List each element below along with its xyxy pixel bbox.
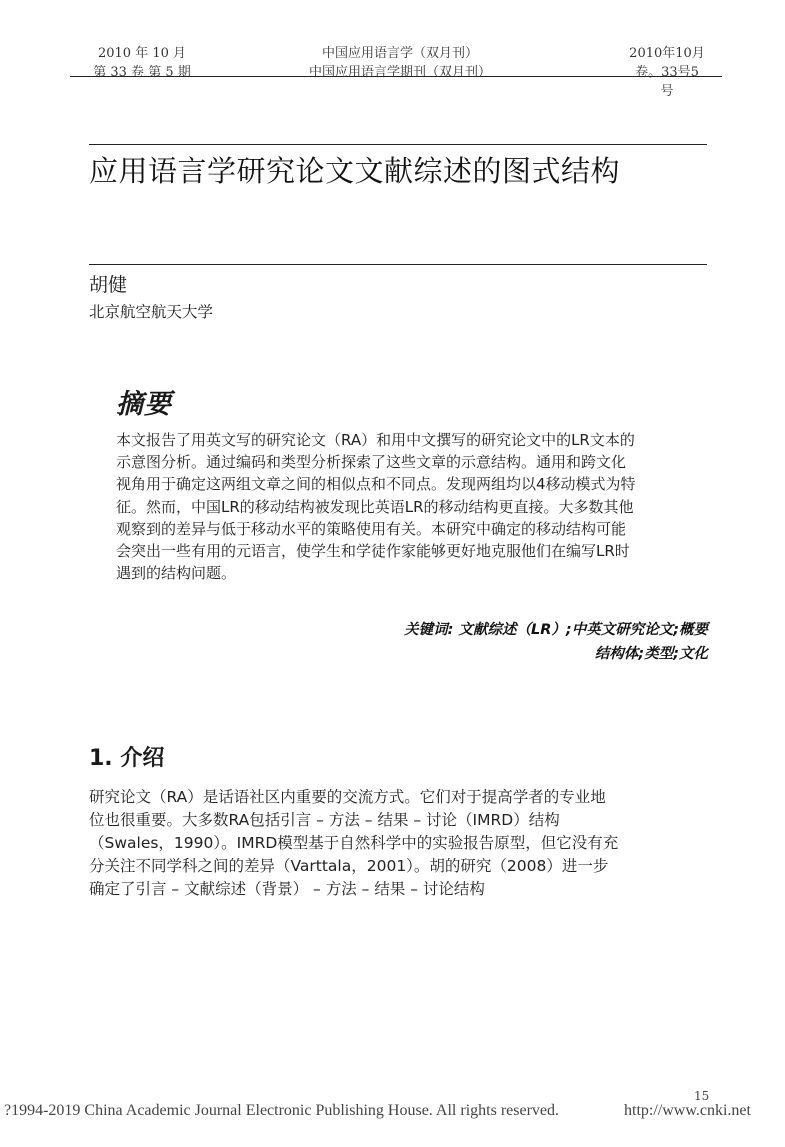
abstract-line: 征。然而，中国LR的移动结构被发现比英语LR的移动结构更直接。大多数其他 — [116, 497, 634, 516]
abstract-line: 观察到的差异与低于移动水平的策略使用有关。本研究中确定的移动结构可能 — [116, 519, 627, 538]
header-volume: 第 33 卷 第 5 期 — [93, 65, 191, 80]
abstract-line: 本文报告了用英文写的研究论文（RA）和用中文撰写的研究论文中的LR文本的 — [116, 431, 635, 449]
keywords-line: 关键词: 文献综述（LR）;中英文研究论文;概要 — [404, 622, 708, 638]
header-journal-name-alt: 中国应用语言学期刊（双月刊） — [308, 65, 491, 80]
section-heading: 1. 介绍 — [89, 746, 165, 771]
header-issue-right: 号 — [660, 84, 674, 99]
section-line: 研究论文（RA）是话语社区内重要的交流方式。它们对于提高学者的专业地 — [89, 788, 606, 806]
abstract-line: 遇到的结构问题。 — [116, 564, 237, 583]
copyright-notice: ?1994-2019 China Academic Journal Electronic Publishing House. All rights reserved. — [4, 1102, 559, 1119]
header-date-right: 2010年10月 — [629, 46, 705, 61]
section-body — [89, 786, 717, 901]
cnki-link[interactable]: http://www.cnki.net — [624, 1102, 751, 1119]
keywords-block — [330, 618, 708, 666]
header-right — [612, 44, 722, 101]
header-date: 2010 年 10 月 — [97, 46, 187, 61]
article-title: 应用语言学研究论文文献综述的图式结构 — [89, 154, 621, 188]
abstract-line: 会突出一些有用的元语言，使学生和学徒作家能够更好地克服他们在编写LR时 — [116, 542, 630, 561]
section-line: （Swales，1990）。IMRD模型基于自然科学中的实验报告原型，但它没有充 — [89, 834, 619, 852]
section-line: 位也很重要。大多数RA包括引言 – 方法 – 结果 – 讨论（IMRD）结构 — [89, 811, 560, 829]
section-line: 分关注不同学科之间的差异（Varttala，2001）。胡的研究（2008）进一步 — [89, 857, 609, 875]
author-affiliation: 北京航空航天大学 — [89, 303, 214, 321]
page-number: 15 — [694, 1089, 710, 1103]
abstract-body — [116, 429, 716, 584]
abstract-line: 视角用于确定这两组文章之间的相似点和不同点。发现两组均以4移动模式为特 — [116, 475, 636, 494]
title-top-rule — [89, 144, 707, 145]
header-volume-right: 卷。33号5 — [635, 65, 699, 80]
header-divider — [70, 76, 722, 77]
author-name: 胡健 — [89, 274, 128, 296]
keywords-line: 结构体;类型;文化 — [594, 646, 708, 662]
abstract-line: 示意图分析。通过编码和类型分析探索了这些文章的示意结构。通用和跨文化 — [116, 453, 627, 472]
abstract-heading: 摘要 — [116, 389, 172, 420]
author-top-rule — [89, 264, 707, 265]
header-journal-name: 中国应用语言学（双月刊） — [321, 46, 478, 61]
section-line: 确定了引言 – 文献综述（背景） – 方法 – 结果 – 讨论结构 — [89, 880, 485, 898]
